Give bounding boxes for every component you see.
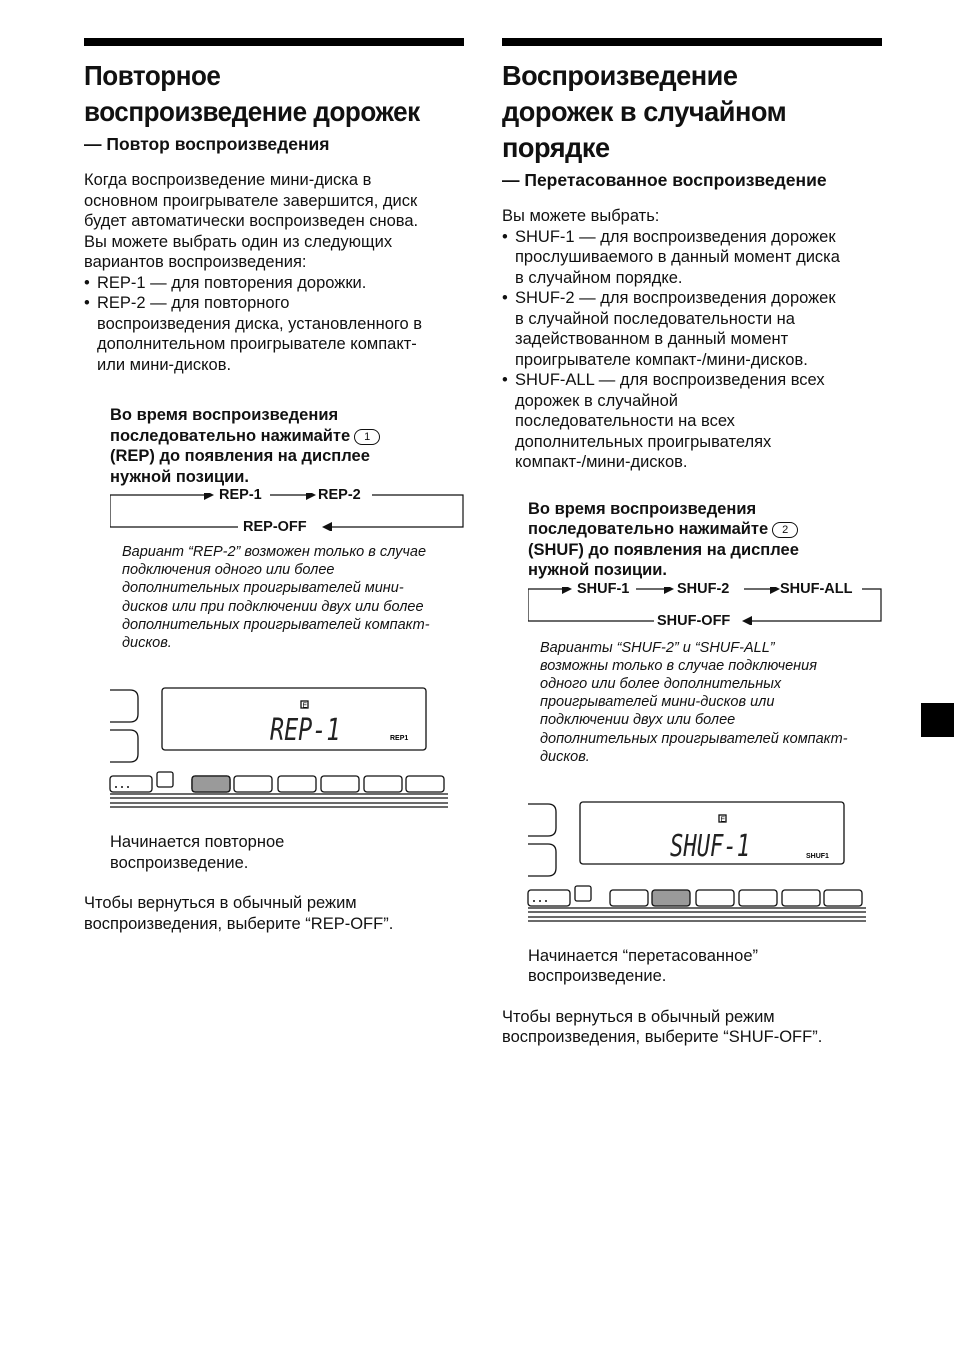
section-shuffle — [502, 38, 882, 1048]
title-line: дорожек в случайном — [502, 96, 787, 127]
section-subtitle: — Перетасованное воспроизведение — [502, 170, 827, 190]
list-item: • SHUF-1 — для воспроизведения дорожек прослушиваемого в данный момент диска в случайном порядке. — [502, 227, 882, 289]
note: Варианты “SHUF-2” и “SHUF-ALL” возможны только в случае подключения одного или более дополнительных проигрывателей мини-дисков или подключении двух или более дополнительных проигрывателей компакт- дисков. — [540, 639, 848, 765]
intro-line: Вы можете выбрать один из следующих — [84, 232, 393, 251]
options-list — [502, 227, 882, 473]
mode-cycle-diagram — [110, 487, 464, 535]
return-text: Чтобы вернуться в обычный режим воспроизведения, выберите “SHUF-OFF”. — [502, 1007, 823, 1047]
device-illustration — [526, 800, 882, 924]
flow-item-rep2: REP-2 — [318, 487, 361, 503]
flow-item-shufall: SHUF-ALL — [780, 580, 853, 597]
title-line: Повторное — [84, 60, 221, 91]
section-subtitle: — Повтор воспроизведения — [84, 134, 330, 154]
flow-item-repoff: REP-OFF — [243, 519, 307, 535]
intro-paragraph: Вы можете выбрать: — [502, 207, 660, 225]
flow-item-shuf2: SHUF-2 — [677, 580, 730, 597]
display-readout: REP-1 — [270, 713, 341, 749]
title-line: воспроизведение дорожек — [84, 96, 420, 127]
intro-line: вариантов воспроизведения: — [84, 253, 307, 271]
display-small-label: REP1 — [390, 735, 409, 743]
result-text: Начинается повторное воспроизведение. — [110, 833, 285, 872]
section-rule — [502, 38, 882, 46]
display-readout: SHUF-1 — [670, 829, 751, 864]
result-text: Начинается “перетасованное” воспроизведение. — [528, 946, 759, 986]
flow-item-rep1: REP-1 — [219, 487, 262, 503]
note: Вариант “REP-2” возможен только в случае подключения одного или более дополнительных проигрывателей мини- дисков или при подключении двух или более дополнительных проигрывателей компакт- дисков. — [122, 544, 430, 652]
return-text: Чтобы вернуться в обычный режим воспроизведения, выберите “REP-OFF”. — [84, 894, 394, 933]
intro-paragraph — [84, 170, 464, 273]
instruction: Во время воспроизведения последовательно нажимайте 1 (REP) до появления на дисплее нужной позиции. — [110, 405, 464, 487]
flow-item-shufoff: SHUF-OFF — [657, 612, 731, 629]
list-item: • SHUF-ALL — для воспроизведения всех дорожек в случайной последовательности на всех дополнительных проигрывателях компакт-/мини-дисков. — [502, 370, 882, 473]
intro-line: основном проигрывателе завершится, диск — [84, 191, 418, 210]
device-illustration — [108, 686, 464, 810]
instruction: Во время воспроизведения последовательно нажимайте 2 (SHUF) до появления на дисплее нужной позиции. — [528, 499, 799, 579]
section-rule — [84, 38, 464, 46]
button-number-badge: 2 — [772, 522, 798, 538]
display-indicator: E — [720, 816, 726, 824]
section-title — [84, 58, 437, 130]
intro-line: Когда воспроизведение мини-диска в — [84, 171, 372, 189]
section-tab-marker — [921, 703, 954, 737]
section-repeat — [84, 38, 464, 934]
display-indicator: E — [302, 702, 308, 710]
options-list — [84, 273, 464, 376]
intro-line: будет автоматически воспроизведен снова. — [84, 212, 419, 230]
flow-item-shuf1: SHUF-1 — [577, 580, 630, 597]
list-item: • REP-2 — для повторного воспроизведения диска, установленного в дополнительном проигрывателе компакт- или мини-дисков. — [84, 293, 464, 375]
title-line: порядке — [502, 132, 610, 163]
display-small-label: SHUF1 — [806, 852, 829, 860]
title-line: Воспроизведение — [502, 60, 738, 91]
section-title — [502, 58, 871, 166]
list-item: • REP-1 — для повторения дорожки. — [84, 273, 464, 294]
list-item: • SHUF-2 — для воспроизведения дорожек в случайной последовательности на задействованном в данный момент проигрывателе компакт-/мини-дисков. — [502, 288, 882, 370]
button-number-badge: 1 — [354, 429, 380, 445]
button-highlight — [652, 890, 690, 906]
mode-cycle-diagram — [528, 580, 882, 629]
